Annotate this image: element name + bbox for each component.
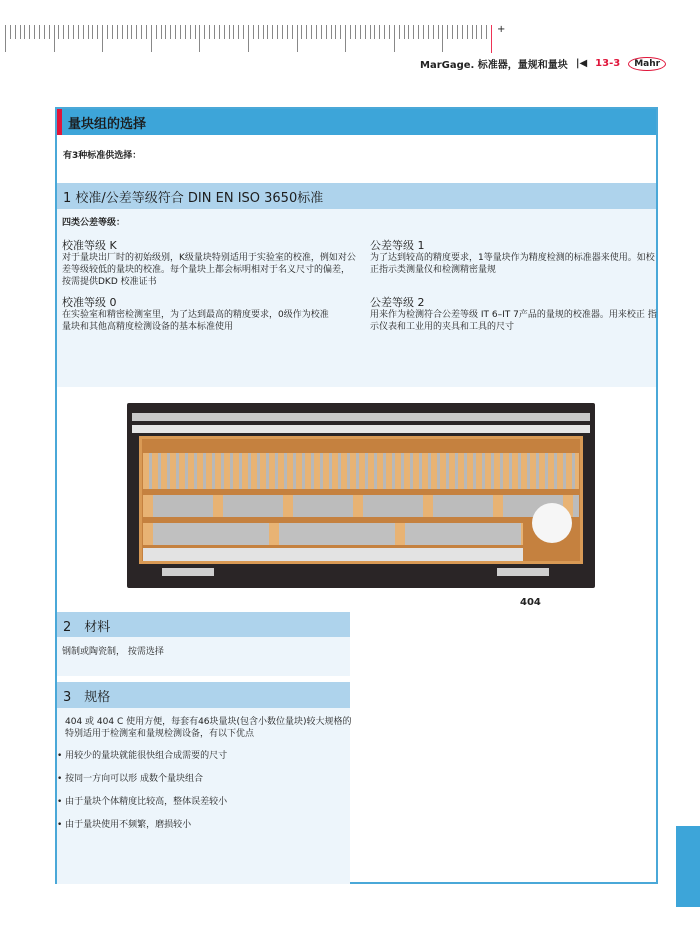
- section1-heading: 1 校准/公差等级符合 DIN EN ISO 3650标准: [57, 183, 656, 209]
- ruler-tick: [360, 25, 361, 39]
- grade-2: [370, 296, 660, 333]
- ruler-tick: [209, 25, 210, 39]
- ruler-tick: [44, 25, 45, 39]
- ruler-tick: [472, 25, 473, 39]
- page-header: [420, 56, 666, 71]
- ruler-tick: [433, 25, 434, 39]
- ruler-tick: [39, 25, 40, 39]
- chapter-tab[interactable]: [676, 826, 700, 907]
- ruler-tick: [229, 25, 230, 39]
- bullet-item: • 按同一方向可以形 成数个量块组合: [57, 774, 204, 784]
- ruler-tick: [277, 25, 278, 39]
- section2-text: 钢制或陶瓷制， 按需选择: [62, 647, 164, 657]
- ruler-tick: [486, 25, 487, 39]
- ruler-tick: [379, 25, 380, 39]
- ruler-tick: [204, 25, 205, 39]
- ruler-tick: [335, 25, 336, 39]
- ruler-tick: [165, 25, 166, 39]
- ruler-tick: [54, 25, 55, 52]
- ruler-tick: [272, 25, 273, 39]
- ruler-tick: [350, 25, 351, 39]
- ruler-tick: [258, 25, 259, 39]
- ruler-tick: [399, 25, 400, 39]
- ruler-tick: [180, 25, 181, 39]
- ruler-tick: [374, 25, 375, 39]
- ruler-tick: [370, 25, 371, 39]
- ruler-tick: [83, 25, 84, 39]
- ruler-tick: [58, 25, 59, 39]
- grade-title: 公差等级 2: [370, 296, 425, 309]
- crop-mark: +: [497, 24, 506, 35]
- grade-text: 为了达到较高的精度要求，1等量块作为精度检测的标准器来使用。如校正指示类测量仪和检测精密量规: [370, 253, 655, 275]
- ruler-tick: [161, 25, 162, 39]
- intro-text: 有3种标准供选择：: [63, 151, 142, 161]
- ruler-tick: [141, 25, 142, 39]
- ruler-tick: [365, 25, 366, 39]
- ruler-tick: [127, 25, 128, 39]
- ruler-tick: [156, 25, 157, 39]
- ruler-tick: [248, 25, 249, 52]
- ruler-tick: [73, 25, 74, 39]
- ruler-tick: [389, 25, 390, 39]
- ruler-tick: [224, 25, 225, 39]
- ruler-tick: [10, 25, 11, 39]
- ruler-tick: [195, 25, 196, 39]
- ruler-tick: [447, 25, 448, 39]
- ruler-tick: [297, 25, 298, 52]
- ruler-tick: [88, 25, 89, 39]
- ruler-tick: [233, 25, 234, 39]
- ruler-tick: [243, 25, 244, 39]
- ruler-tick: [263, 25, 264, 39]
- ruler-tick: [306, 25, 307, 39]
- ruler-tick: [384, 25, 385, 39]
- ruler-tick: [423, 25, 424, 39]
- ruler-tick: [404, 25, 405, 39]
- bullet-item: • 用较少的量块就能很快组合成需要的尺寸: [57, 751, 228, 761]
- ruler-tick: [63, 25, 64, 39]
- ruler-tick: [185, 25, 186, 39]
- ruler-tick: [355, 25, 356, 39]
- brand-logo: Mahr: [628, 57, 666, 71]
- grade-1: [370, 239, 660, 276]
- ruler-tick: [97, 25, 98, 39]
- grade-0: [62, 296, 332, 333]
- ruler-tick: [78, 25, 79, 39]
- ruler-tick: [107, 25, 108, 39]
- ruler-tick: [151, 25, 152, 52]
- section1-subtitle: 四类公差等级：: [62, 218, 126, 228]
- ruler-tick: [190, 25, 191, 39]
- section3-text: 404 或 404 C 使用方便，每套有46块量块(包含小数位量块)较大规格的特别适用于检测室和量规检测设备，有以下优点: [65, 717, 352, 739]
- ruler-tick: [122, 25, 123, 39]
- ruler-tick: [238, 25, 239, 39]
- ruler-tick: [442, 25, 443, 52]
- ruler-tick: [29, 25, 30, 39]
- ruler-tick: [112, 25, 113, 39]
- ruler-tick: [170, 25, 171, 39]
- ruler-tick: [452, 25, 453, 39]
- grade-text: 在实验室和精密检测室里，为了达到最高的精度要求，0级作为校准量块和其他高精度检测设备的基本标准使用: [62, 310, 329, 332]
- ruler-tick: [413, 25, 414, 39]
- ruler-tick: [267, 25, 268, 39]
- ruler-tick: [199, 25, 200, 52]
- ruler-tick: [481, 25, 482, 39]
- back-arrow-icon[interactable]: |◀: [575, 58, 588, 69]
- ruler-tick: [418, 25, 419, 39]
- grade-title: 校准等级 K: [62, 239, 117, 252]
- ruler-tick: [214, 25, 215, 39]
- ruler-tick: [15, 25, 16, 39]
- ruler-tick: [131, 25, 132, 39]
- grade-k: [62, 239, 357, 288]
- page-number: 13-3: [595, 58, 621, 69]
- ruler-tick: [321, 25, 322, 39]
- ruler-tick: [408, 25, 409, 39]
- ruler-tick: [476, 25, 477, 39]
- section3-heading: 3 规格: [57, 682, 350, 708]
- ruler-tick: [345, 25, 346, 52]
- ruler-tick: [34, 25, 35, 39]
- section2-heading: 2 材料: [57, 612, 350, 637]
- image-caption: 404: [520, 597, 541, 608]
- grade-title: 公差等级 1: [370, 239, 425, 252]
- ruler-tick: [311, 25, 312, 39]
- ruler-tick: [301, 25, 302, 39]
- ruler-marks: [5, 25, 491, 52]
- crop-line: [491, 25, 492, 53]
- ruler-tick: [467, 25, 468, 39]
- bullet-item: • 由于量块使用不频繁，磨损较小: [57, 820, 192, 830]
- page-title: 量块组的选择: [57, 109, 656, 135]
- ruler-tick: [68, 25, 69, 39]
- bullet-item: • 由于量块个体精度比较高，整体误差较小: [57, 797, 228, 807]
- ruler-tick: [316, 25, 317, 39]
- ruler-tick: [331, 25, 332, 39]
- ruler-tick: [24, 25, 25, 39]
- grade-text: 用来作为检测符合公差等级 IT 6–IT 7产品的量规的校准器。用来校正 指示仪表和工业用的夹具和工具的尺寸: [370, 310, 657, 332]
- ruler-tick: [102, 25, 103, 52]
- ruler-tick: [394, 25, 395, 52]
- ruler-tick: [292, 25, 293, 39]
- ruler-tick: [428, 25, 429, 39]
- ruler-tick: [340, 25, 341, 39]
- ruler-tick: [438, 25, 439, 39]
- ruler-tick: [253, 25, 254, 39]
- ruler-tick: [146, 25, 147, 39]
- ruler-tick: [326, 25, 327, 39]
- ruler-tick: [5, 25, 6, 52]
- header-title: MarGage. 标准器，量规和量块: [420, 60, 568, 71]
- ruler-tick: [282, 25, 283, 39]
- gauge-block-set-photo: [127, 403, 595, 588]
- grade-text: 对于量块出厂时的初始级别，K级量块特别适用于实验室的校准，例如对公差等级较低的量块的校准。每个量块上都会标明相对于名义尺寸的偏差，按需提供DKD 校准证书: [62, 253, 356, 287]
- ruler-tick: [20, 25, 21, 39]
- grade-title: 校准等级 0: [62, 296, 117, 309]
- ruler-tick: [49, 25, 50, 39]
- ruler-tick: [136, 25, 137, 39]
- ruler-tick: [117, 25, 118, 39]
- ruler-tick: [219, 25, 220, 39]
- ruler-tick: [457, 25, 458, 39]
- ruler-tick: [462, 25, 463, 39]
- ruler-tick: [287, 25, 288, 39]
- ruler-tick: [175, 25, 176, 39]
- ruler-tick: [92, 25, 93, 39]
